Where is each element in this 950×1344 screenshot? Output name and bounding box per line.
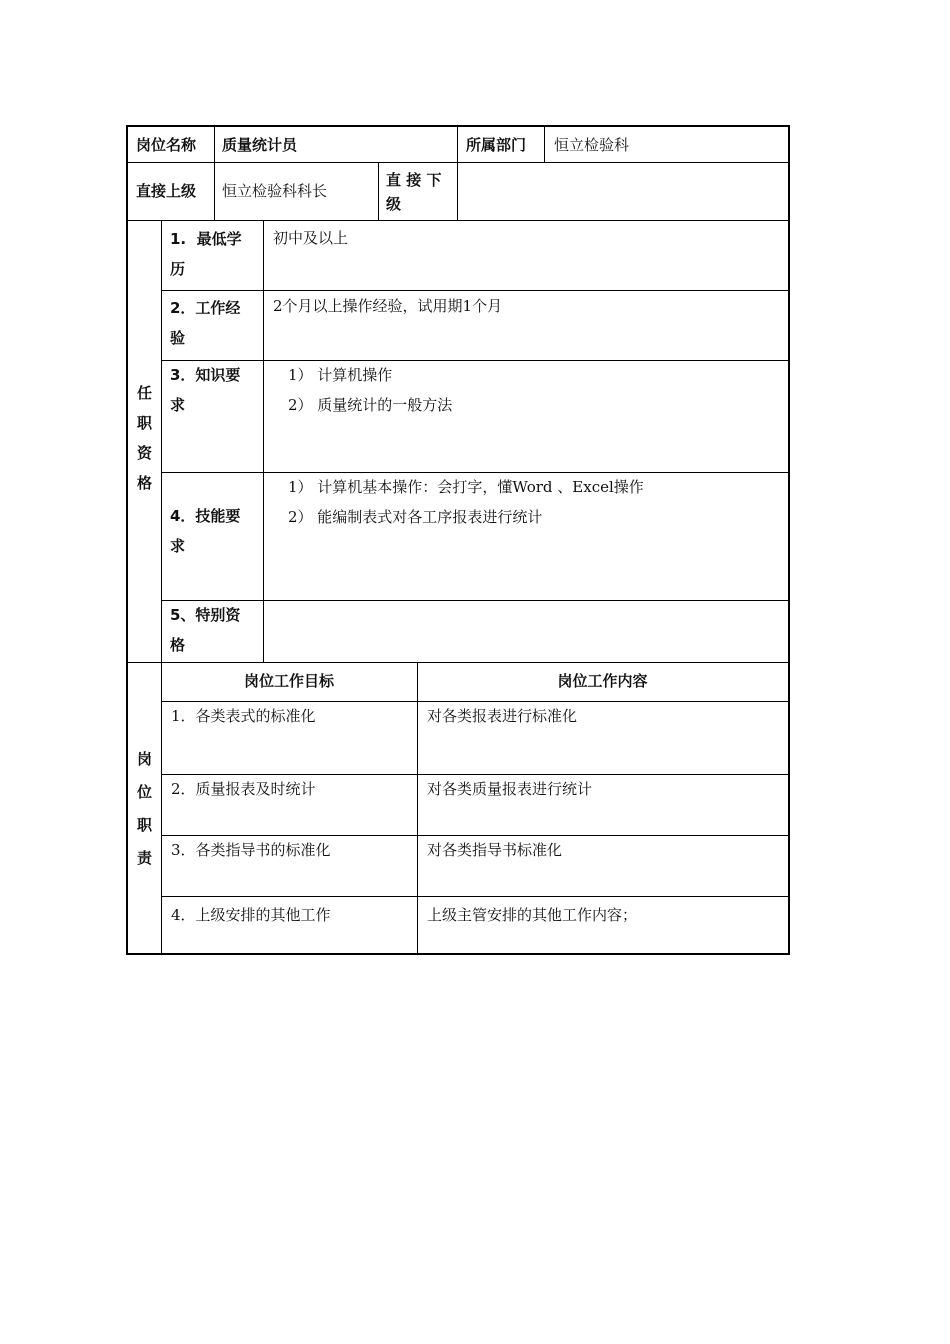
section-char: 岗 <box>136 750 152 768</box>
department-label: 所属部门 <box>466 136 527 154</box>
col-divider <box>378 162 379 220</box>
col-divider <box>457 162 458 220</box>
section-char: 任 <box>136 384 152 402</box>
post-name-label: 岗位名称 <box>136 136 197 154</box>
label-line: 1. 最低学 <box>170 230 242 248</box>
content-column-header: 岗位工作内容 <box>557 672 648 690</box>
superior-label: 直接上级 <box>136 182 197 200</box>
duty-content: 上级主管安排的其他工作内容； <box>427 906 638 924</box>
row-divider <box>128 662 788 663</box>
knowledge-label <box>170 360 262 420</box>
superior-value: 恒立检验科科长 <box>222 182 328 200</box>
duty-goal: 3．各类指导书的标准化 <box>171 841 331 859</box>
duty-content: 对各类报表进行标准化 <box>427 707 578 725</box>
duties-section-label <box>128 743 161 875</box>
label-line: 4．技能要 <box>170 507 241 525</box>
row-divider <box>161 896 788 897</box>
experience-label <box>170 293 262 353</box>
skill-item: 1） 计算机基本操作：会打字，懂Word 、Excel操作 <box>288 478 644 496</box>
skill-item: 2） 能编制表式对各工序报表进行统计 <box>288 508 543 526</box>
section-char: 责 <box>136 849 152 867</box>
section-char: 位 <box>136 783 152 801</box>
row-divider <box>128 162 788 163</box>
col-divider <box>417 662 418 953</box>
duty-goal: 4．上级安排的其他工作 <box>171 906 331 924</box>
job-description-table <box>126 125 790 955</box>
knowledge-list <box>288 360 783 420</box>
goal-column-header: 岗位工作目标 <box>243 672 334 690</box>
duty-goal: 1．各类表式的标准化 <box>171 707 316 725</box>
duty-content: 对各类质量报表进行统计 <box>427 780 593 798</box>
section-char: 职 <box>136 414 152 432</box>
row-divider <box>128 220 788 221</box>
section-char: 格 <box>136 474 152 492</box>
post-name-value: 质量统计员 <box>222 136 298 154</box>
label-line: 历 <box>170 260 186 278</box>
qualifications-section-label <box>128 378 161 498</box>
skills-list <box>288 472 783 532</box>
col-divider <box>161 220 162 953</box>
education-label <box>170 224 262 284</box>
section-char: 资 <box>136 444 152 462</box>
label-line: 求 <box>170 396 186 414</box>
col-divider <box>263 220 264 662</box>
experience-value: 2个月以上操作经验，试用期1个月 <box>273 297 503 315</box>
department-value: 恒立检验科 <box>554 136 630 154</box>
label-line: 验 <box>170 329 186 347</box>
label-line: 格 <box>170 636 186 654</box>
label-line: 求 <box>170 537 186 555</box>
label-line: 3．知识要 <box>170 366 241 384</box>
knowledge-item: 1） 计算机操作 <box>288 366 393 384</box>
label-line: 5、特别资 <box>170 606 241 624</box>
section-char: 职 <box>136 816 152 834</box>
label-line: 2．工作经 <box>170 299 241 317</box>
duty-content: 对各类指导书标准化 <box>427 841 563 859</box>
knowledge-item: 2） 质量统计的一般方法 <box>288 396 453 414</box>
col-divider <box>544 127 545 162</box>
col-divider <box>214 127 215 220</box>
education-value: 初中及以上 <box>273 229 349 247</box>
col-divider <box>457 127 458 162</box>
subordinate-label-line: 级 <box>386 195 402 213</box>
special-label <box>170 600 262 660</box>
skills-label <box>170 501 262 561</box>
subordinate-label <box>386 165 456 219</box>
duty-goal: 2．质量报表及时统计 <box>171 780 316 798</box>
subordinate-label-line: 直 接 下 <box>386 171 442 189</box>
